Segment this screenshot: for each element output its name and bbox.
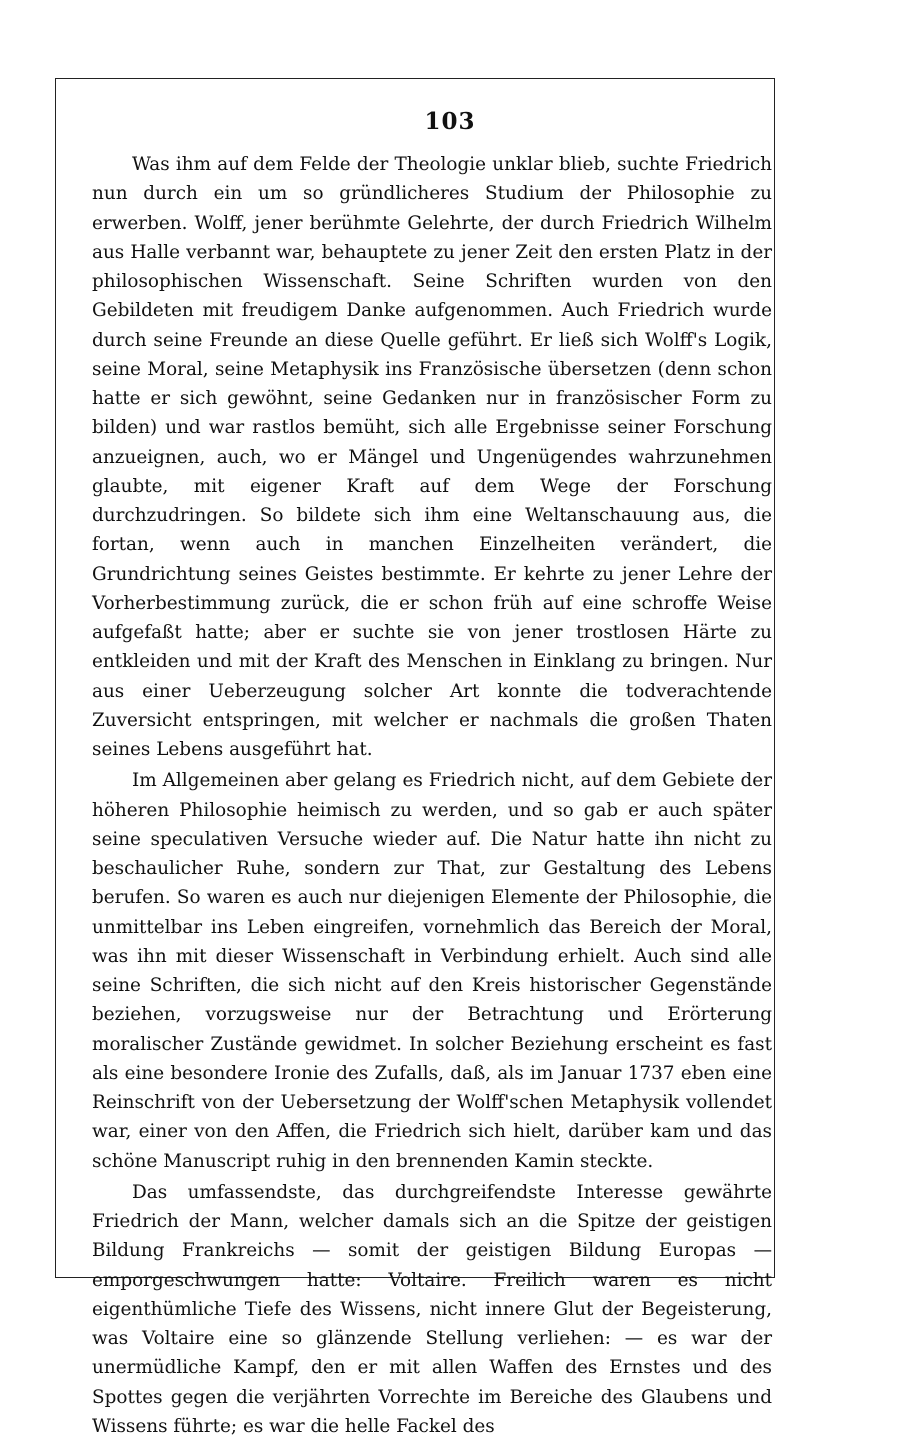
paragraph-philosophy-study: Was ihm auf dem Felde der Theologie unklar blieb, suchte Friedrich nun durch ein um so gründlicheres Studium der Philosophie zu erwerben. Wolff, jener berühmte Gelehrte, der durch Friedrich Wilhelm aus Halle verbannt war, behauptete zu jener Zeit den ersten Platz in der philosophischen Wissenschaft. Seine Schriften wurden von den Gebildeten mit freudigem Danke aufgenommen. Auch Friedrich wurde durch seine Freunde an diese Quelle geführt. Er ließ sich Wolff's Logik, seine Moral, seine Metaphysik ins Französische übersetzen (denn schon hatte er sich gewöhnt, seine Gedanken nur in französischer Form zu bilden) und war rastlos bemüht, sich alle Ergebnisse seiner Forschung anzueignen, auch, wo er Mängel und Ungenügendes wahrzunehmen glaubte, mit eigener Kraft auf dem Wege der Forschung durchzudringen. So bildete sich ihm eine Weltanschauung aus, die fortan, wenn auch in manchen Einzelheiten verändert, die Grundrichtung seines Geistes bestimmte. Er kehrte zu jener Lehre der Vorherbestimmung zurück, die er schon früh auf eine schroffe Weise aufgefaßt hatte; aber er suchte sie von jener trostlosen Härte zu entkleiden und mit der Kraft des Menschen in Einklang zu bringen. Nur aus einer Ueberzeugung solcher Art konnte die todverachtende Zuversicht entspringen, mit welcher er nachmals die großen Thaten seines Lebens ausgeführt hat.	[92, 154, 772, 760]
paragraph-moral-philosophy: Im Allgemeinen aber gelang es Friedrich nicht, auf dem Gebiete der höheren Philosophie heimisch zu werden, und so gab er auch später seine speculativen Versuche wieder auf. Die Natur hatte ihn nicht zu beschaulicher Ruhe, sondern zur That, zur Gestaltung des Lebens berufen. So waren es auch nur diejenigen Elemente der Philosophie, die unmittelbar ins Leben eingreifen, vornehmlich das Bereich der Moral, was ihn mit dieser Wissenschaft in Verbindung erhielt. Auch sind alle seine Schriften, die sich nicht auf den Kreis historischer Gegenstände beziehen, vorzugsweise nur der Betrachtung und Erörterung moralischer Zustände gewidmet. In solcher Beziehung erscheint es fast als eine besondere Ironie des Zufalls, daß, als im Januar 1737 eben eine Reinschrift von der Uebersetzung der Wolff'schen Metaphysik vollendet war, einer von den Affen, die Friedrich sich hielt, darüber kam und das schöne Manuscript ruhig in den brennenden Kamin steckte.	[92, 770, 772, 1172]
paragraph-voltaire: Das umfassendste, das durchgreifendste Interesse gewährte Friedrich der Mann, welcher damals sich an die Spitze der geistigen Bildung Frankreichs — somit der geistigen Bildung Europas — emporgeschwungen hatte: Voltaire. Freilich waren es nicht eigenthümliche Tiefe des Wissens, nicht innere Glut der Begeisterung, was Voltaire eine so glänzende Stellung verliehen: — es war der unermüdliche Kampf, den er mit allen Waffen des Ernstes und des Spottes gegen die verjährten Vorrechte im Bereiche des Glaubens und Wissens führte; es war die helle Fackel des	[92, 1181, 772, 1437]
page-number: 103	[424, 108, 476, 135]
body-text	[92, 150, 772, 1441]
